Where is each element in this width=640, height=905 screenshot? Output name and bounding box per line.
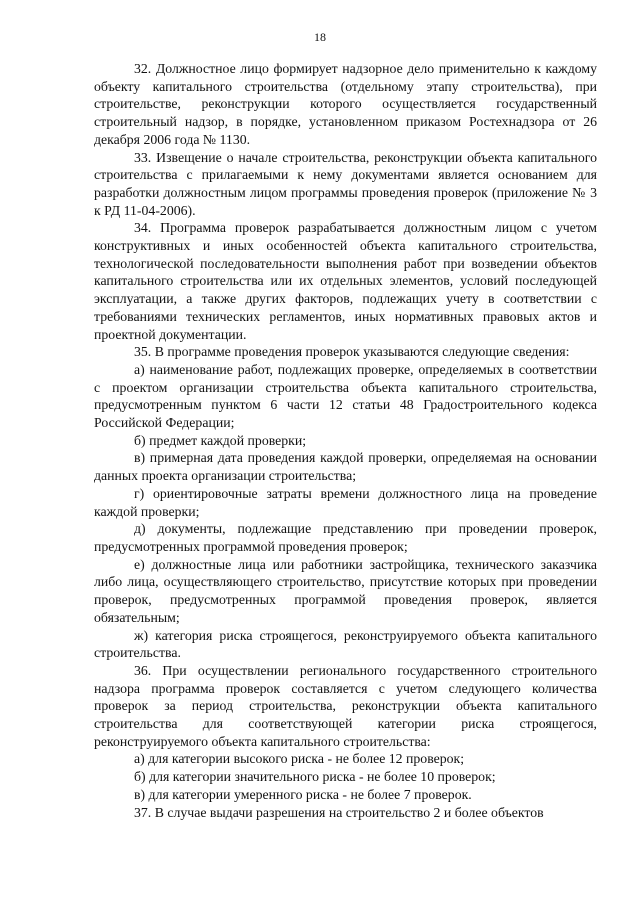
list-item-35-zh: ж) категория риска строящегося, реконструируемого объекта капитального строительства.	[94, 627, 597, 661]
list-item-35-g: г) ориентировочные затраты времени должностного лица на проведение каждой проверки;	[94, 485, 597, 519]
paragraph-35: 35. В программе проведения проверок указываются следующие сведения:	[134, 344, 570, 360]
list-item-35-d: д) документы, подлежащие представлению при проведении проверок, предусмотренных программой проведения проверок;	[94, 521, 597, 554]
document-body	[94, 60, 597, 821]
list-item-36-a: а) для категории высокого риска - не более 12 проверок;	[134, 751, 465, 767]
list-item-36-b: б) для категории значительного риска - не более 10 проверок;	[134, 769, 496, 785]
list-item-35-v: в) примерная дата проведения каждой проверки, определяемая на основании данных проекта организации строительства;	[94, 450, 597, 484]
page-number: 18	[314, 30, 326, 44]
paragraph-32: 32. Должностное лицо формирует надзорное дело применительно к каждому объекту капитального строительства (отдельному этапу строительства), при строительстве, реконструкции которого осуществляется государственный строительный надзор, в порядке, установленном приказом Ростехнадзора от 26 декабря 2006 года № 1130.	[94, 61, 597, 147]
list-item-35-b: б) предмет каждой проверки;	[134, 432, 307, 448]
list-item-35-e: е) должностные лица или работники застройщика, технического заказчика либо лица, осуществляющего строительство, присутствие которых при проведении проверок, предусмотренных программой проведения проверок, является обязательным;	[94, 556, 597, 625]
paragraph-33: 33. Извещение о начале строительства, реконструкции объекта капитального строительства с прилагаемыми к нему документами является основанием для разработки должностным лицом программы проведения проверок (приложение № 3 к РД 11-04-2006).	[94, 149, 597, 218]
paragraph-34: 34. Программа проверок разрабатывается должностным лицом с учетом конструктивных и иных особенностей объекта капитального строительства, технологической последовательности выполнения работ при возведении объектов капитального строительства или их отдельных элементов, условий последующей эксплуатации, а также других факторов, подлежащих учету в соответствии с требованиями технических регламентов, иных нормативных правовых актов и проектной документации.	[94, 220, 597, 342]
list-item-36-v: в) для категории умеренного риска - не более 7 проверок.	[134, 786, 472, 802]
paragraph-36: 36. При осуществлении регионального государственного строительного надзора программа проверок составляется с учетом следующего количества проверок за период строительства, реконструкции объекта капитального строительства для соответствующей категории риска строящегося, реконструируемого объекта капитального строительства:	[94, 662, 597, 749]
paragraph-37: 37. В случае выдачи разрешения на строительство 2 и более объектов	[134, 804, 544, 820]
list-item-35-a: а) наименование работ, подлежащих проверке, определяемых в соответствии с проектом организации строительства объекта капитального строительства, предусмотренным пунктом 6 части 12 статьи 48 Градостроительного кодекса Российской Федерации;	[94, 361, 597, 431]
